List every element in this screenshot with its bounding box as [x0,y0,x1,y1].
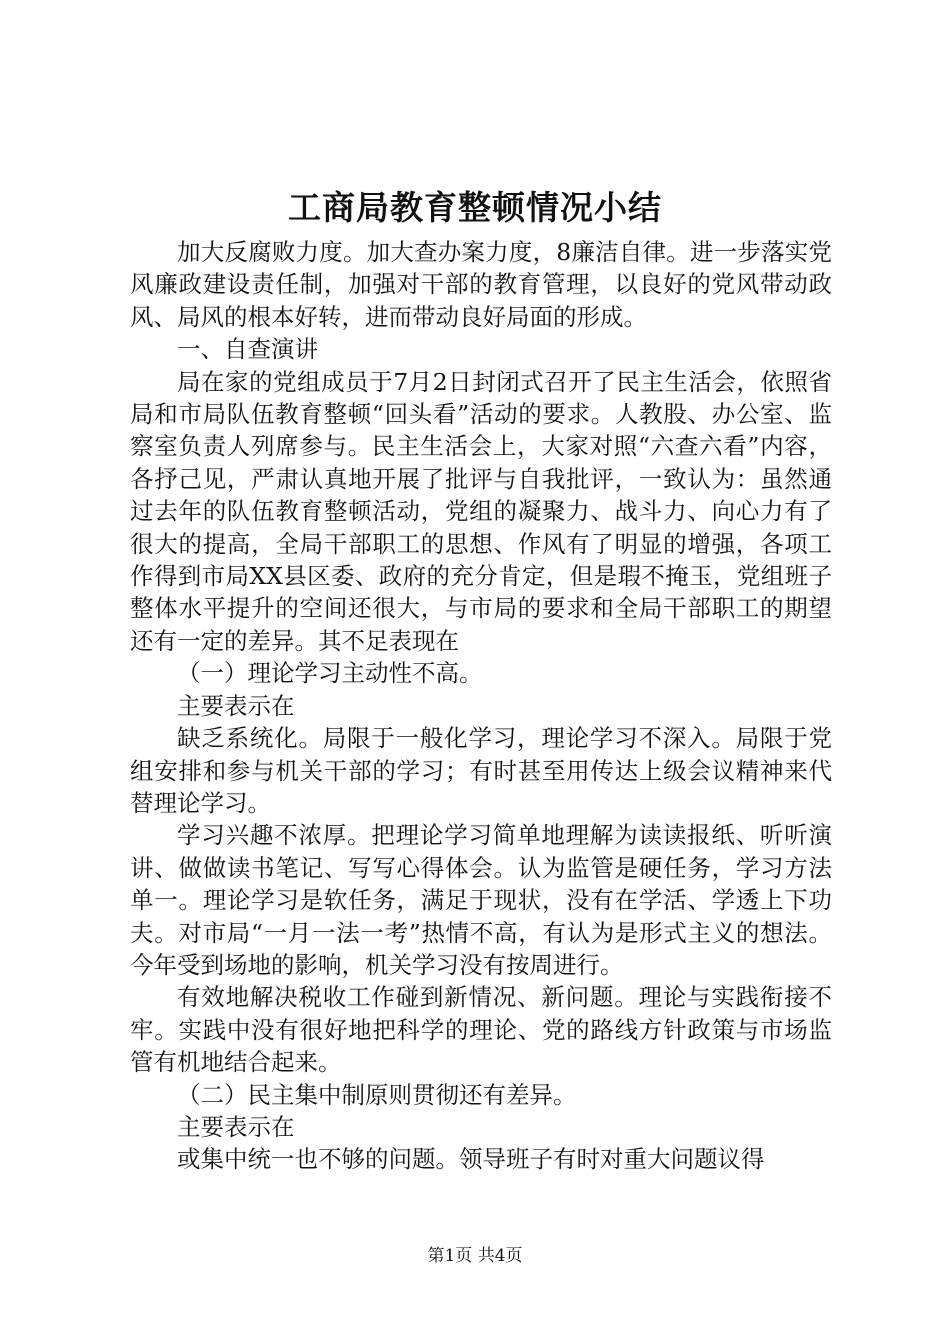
subheading-democratic-centralism: （二）民主集中制原则贯彻还有差异。 [177,1080,577,1109]
page-footer: 第1页 共4页 [427,1246,523,1266]
subheading-theory-study: （一）理论学习主动性不高。 [177,659,483,688]
document-body [130,236,832,1176]
section-heading-self-check: 一、自查演讲 [177,335,318,364]
label-main-manifestation-2: 主要表示在 [177,1112,295,1141]
label-main-manifestation: 主要表示在 [177,691,295,720]
paragraph-intro: 加大反腐败力度。加大查办案力度，8廉洁自律。进一步落实党风廉政建设责任制，加强对干部的教育管理，以良好的党风带动政风、局风的根本好转，进而带动良好局面的形成。 [130,238,832,331]
paragraph-study-interest: 学习兴趣不浓厚。把理论学习简单地理解为读读报纸、听听演讲、做做读书笔记、写写心得体会。认为监管是硬任务，学习方法单一。理论学习是软任务，满足于现状，没有在学活、学透上下功夫。对市局“一月一法一考”热情不高，有认为是形式主义的想法。今年受到场地的影响，机关学习没有按周进行。 [130,821,832,979]
paragraph-meeting: 局在家的党组成员于7月2日封闭式召开了民主生活会，依照省局和市局队伍教育整顿“回头看”活动的要求。人教股、办公室、监察室负责人列席参与。民主生活会上，大家对照“六查六看”内容，各抒己见，严肃认真地开展了批评与自我批评，一致认为：虽然通过去年的队伍教育整顿活动，党组的凝聚力、战斗力、向心力有了很大的提高，全局干部职工的思想、作风有了明显的增强，各项工作得到市局XX县区委、政府的充分肯定，但是瑕不掩玉，党组班子整体水平提升的空间还很大，与市局的要求和全局干部职工的期望还有一定的差异。其不足表现在 [130,367,832,655]
paragraph-leadership: 或集中统一也不够的问题。领导班子有时对重大问题议得 [177,1145,765,1174]
paragraph-lack-system: 缺乏系统化。局限于一般化学习，理论学习不深入。局限于党组安排和参与机关干部的学习；有时甚至用传达上级会议精神来代替理论学习。 [130,724,832,817]
paragraph-theory-practice: 有效地解决税收工作碰到新情况、新问题。理论与实践衔接不牢。实践中没有很好地把科学的理论、党的路线方针政策与市场监管有机地结合起来。 [130,983,832,1077]
document-title: 工商局教育整顿情况小结 [288,188,662,227]
